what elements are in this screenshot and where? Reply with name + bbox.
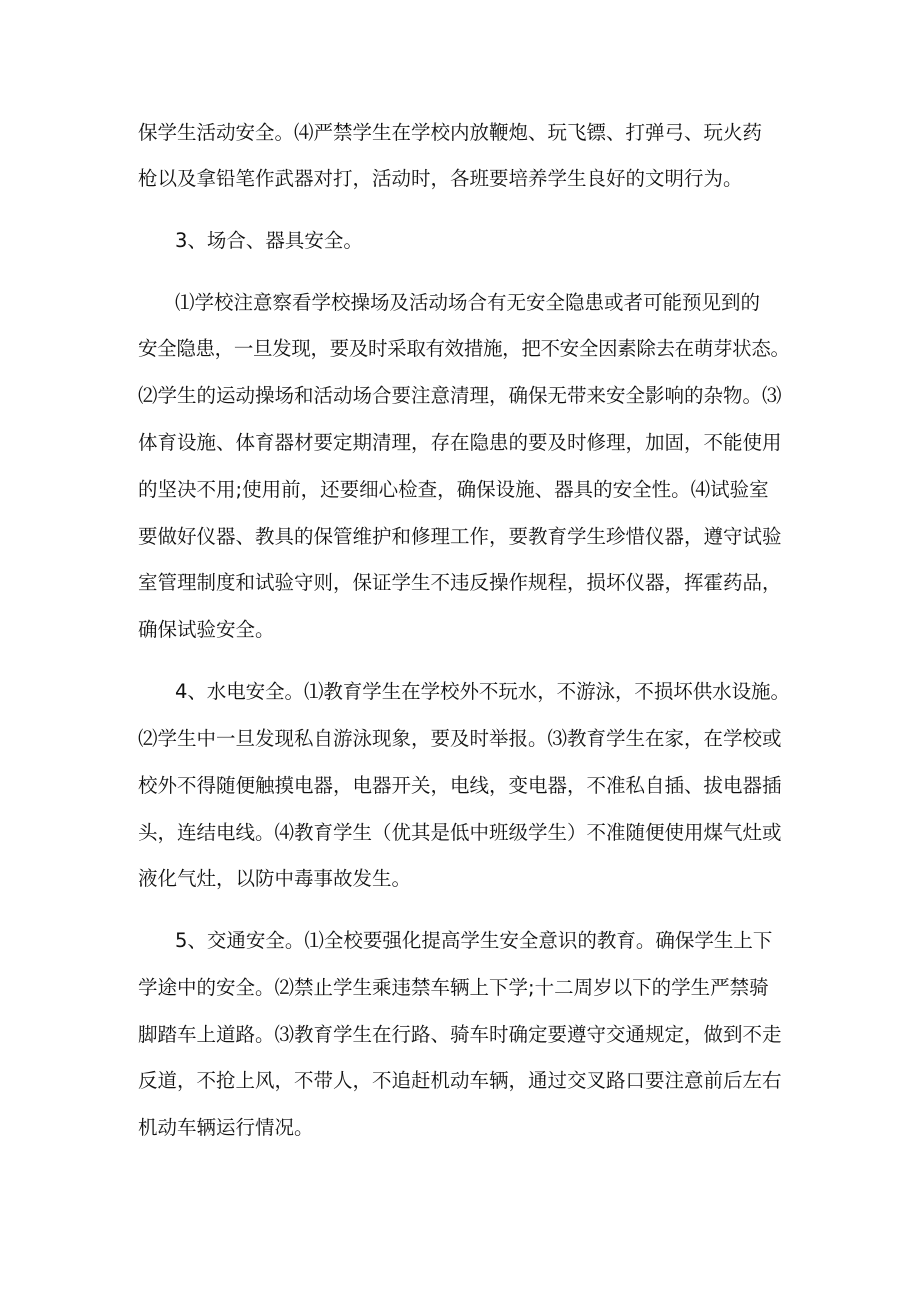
text-line [0,921,920,961]
text-line [0,1108,920,1148]
line-text: 学途中的安全。⑵禁止学生乘违禁车辆上下学;十二周岁以下的学生严禁骑 [138,976,769,999]
line-text: 体育设施、体育器材要定期清理，存在隐患的要及时修理，加固，不能使用 [138,431,782,454]
text-line [0,423,920,463]
text-line [0,766,920,806]
line-text: 保学生活动安全。⑷严禁学生在学校内放鞭炮、玩飞镖、打弹弓、玩火药 [138,121,763,144]
line-text: ⑴学校注意察看学校操场及活动场合有无安全隐患或者可能预见到的 [175,291,761,314]
line-text: 液化气灶，以防中毒事故发生。 [138,867,412,890]
section-heading [0,221,920,261]
text-line [0,859,920,899]
line-text: ⑵学生的运动操场和活动场合要注意清理，确保无带来安全影响的杂物。⑶ [138,384,782,407]
line-text: 安全隐患，一旦发现，要及时采取有效措施，把不安全因素除去在萌芽状态。 [138,337,790,360]
line-text: 确保试验安全。 [138,618,275,641]
line-text: 枪以及拿铅笔作武器对打，活动时，各班要培养学生良好的文明行为。 [138,167,743,190]
text-line [0,719,920,759]
line-text: 头，连结电线。⑷教育学生（优其是低中班级学生）不准随便使用煤气灶或 [138,821,782,844]
line-text: 反道，不抢上风，不带人，不追赶机动车辆，通过交叉路口要注意前后左右 [138,1069,782,1092]
line-text: 的坚决不用;使用前，还要细心检查，确保设施、器具的安全性。⑷试验室 [138,478,769,501]
text-line [0,329,920,369]
text-line [0,1061,920,1101]
line-text: 室管理制度和试验守则，保证学生不违反操作规程，损坏仪器，挥霍药品， [138,571,782,594]
text-line [0,968,920,1008]
line-text: 4、水电安全。⑴教育学生在学校外不玩水，不游泳，不损坏供水设施。 [175,680,790,703]
text-line [0,470,920,510]
line-text: 5、交通安全。⑴全校要强化提高学生安全意识的教育。确保学生上下 [175,929,773,952]
text-line [0,563,920,603]
line-text: 要做好仪器、教具的保管维护和修理工作，要教育学生珍惜仪器，遵守试验 [138,525,782,548]
line-text: ⑵学生中一旦发现私自游泳现象，要及时举报。⑶教育学生在家，在学校或 [138,727,782,750]
text-line [0,1015,920,1055]
text-line [0,283,920,323]
line-text: 校外不得随便触摸电器，电器开关，电线，变电器，不准私自插、拔电器插 [138,774,782,797]
text-line [0,113,920,153]
text-line [0,517,920,557]
line-text: 脚踏车上道路。⑶教育学生在行路、骑车时确定要遵守交通规定，做到不走 [138,1023,782,1046]
text-line [0,672,920,712]
line-text: 机动车辆运行情况。 [138,1116,314,1139]
text-line [0,610,920,650]
text-line [0,813,920,853]
text-line [0,159,920,199]
text-line [0,376,920,416]
line-text: 3、场合、器具安全。 [175,229,363,252]
